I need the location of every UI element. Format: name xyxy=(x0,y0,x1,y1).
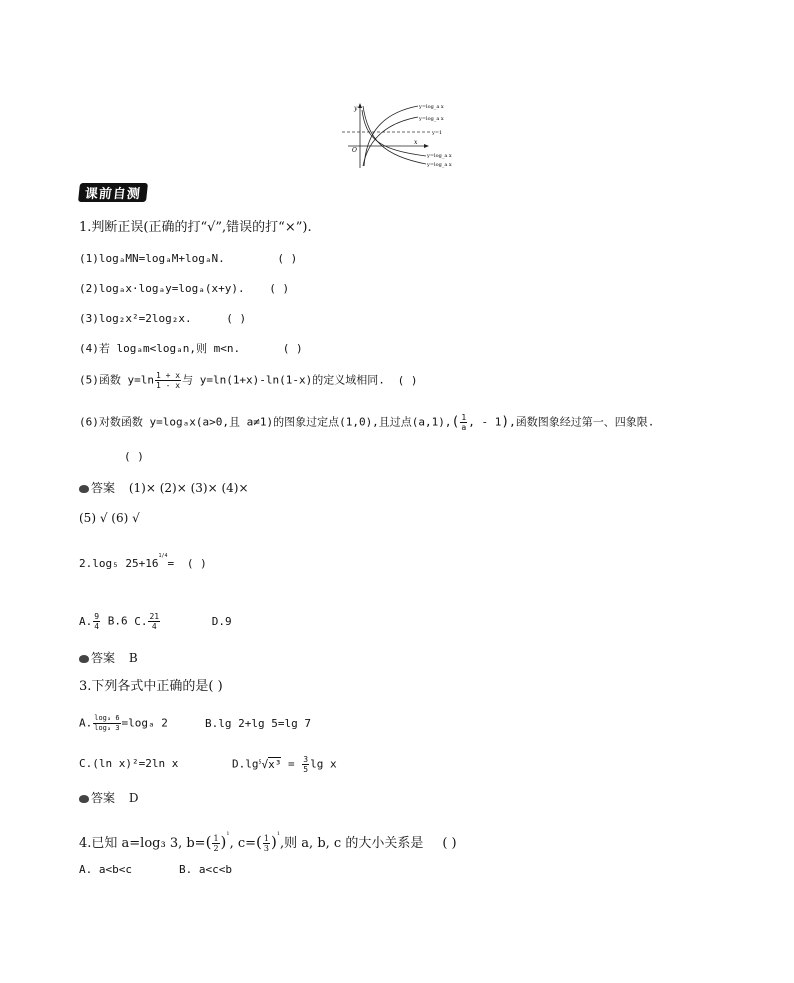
graph-x-axis-label: x xyxy=(414,139,418,146)
q2-option-c: C. $\frac{21}{4}$ xyxy=(134,612,160,631)
q1-item-1-blank: ( ) xyxy=(277,252,298,265)
q3-answer-label: 答案 xyxy=(91,791,116,805)
q1-item-5-text-a: (5)函数 y=ln xyxy=(79,373,154,387)
q1-item-5-text-b: 与 y=ln(1+x)-ln(1-x)的定义域相同. xyxy=(182,373,385,387)
q1-item-3 xyxy=(79,311,252,327)
graph-curve-label-3: y=log_a x xyxy=(427,153,452,159)
section-badge xyxy=(78,183,148,202)
q4-stem: 4.已知 a=log₃ 3, b=( $\frac{1}{2}$ )$^1$, c=( $\frac{1}{3}$ )$^1$,则 a, b, c 的大小关系是 ( ) xyxy=(79,826,465,853)
q2-answer-label: 答案 xyxy=(91,651,116,665)
q1-item-5-blank: ( ) xyxy=(397,373,418,387)
q4-option-b: B. a<c<b xyxy=(179,863,232,876)
q3-option-d: $D.\lg^5√x^3$ = $\frac{3}{5}$ lg x xyxy=(232,755,337,775)
q2-stem-exponent: 1/4 xyxy=(158,553,168,559)
q1-item-3-blank: ( ) xyxy=(226,312,247,325)
q1-item-1-text: (1)logₐMN=logₐM+logₐN. xyxy=(79,252,225,265)
q2-option-a: A. $\frac{9}{4}$ xyxy=(79,612,100,631)
q1-item-4-blank: ( ) xyxy=(282,342,303,355)
q2-answer xyxy=(79,650,138,666)
graph-origin-label: O xyxy=(352,147,357,154)
q1-item-5-fraction: $\frac{1 + x}{1 - x}$ xyxy=(155,371,181,390)
q2-stem xyxy=(79,548,213,572)
q1-answer-line2: (5) √ (6) √ xyxy=(79,511,140,525)
q2-stem-suffix: = xyxy=(167,557,175,570)
q1-item-4-text: (4)若 logₐm<logₐn,则 m<n. xyxy=(79,342,241,355)
answer-marker-icon xyxy=(79,485,89,493)
q4-blank: ( ) xyxy=(442,836,457,851)
q1-answer xyxy=(79,480,249,496)
q3-option-b: B.lg 2+lg 5=lg 7 xyxy=(205,717,311,730)
q1-answer-line1: (1)× (2)× (3)× (4)× xyxy=(128,481,249,495)
q1-item-4 xyxy=(79,341,309,357)
q1-item-5 xyxy=(79,371,424,390)
graph-curve-label-1: y=log_a x xyxy=(419,104,444,110)
answer-marker-icon xyxy=(79,655,89,663)
q2-stem-prefix: 2.log₅ 25+16 xyxy=(79,557,159,570)
answer-marker-icon xyxy=(79,795,89,803)
q2-option-b: B.6 xyxy=(107,614,128,628)
q2-option-d: D.9 xyxy=(211,614,232,628)
q1-item-6-text-a: (6)对数函数 y=logₐx(a>0,且 a≠1)的图象过定点(1,0),且过点(a,1), xyxy=(79,415,452,429)
q1-item-6-point-fraction: $\frac{1}{a}$ xyxy=(461,413,467,432)
q1-stem: 1.判断正误(正确的打“√”,错误的打“×”). xyxy=(79,220,312,235)
q4-option-a: A. a<b<c xyxy=(79,863,132,876)
q3-stem: 3.下列各式中正确的是( ) xyxy=(79,679,223,694)
q3-answer xyxy=(79,790,138,806)
q1-item-6-text-b: ,函数图象经过第一、四象限. xyxy=(509,415,655,429)
q3-option-d-radical: $^5$√x³ xyxy=(258,757,282,771)
q1-item-6: (6)对数函数 y=logₐx(a>0,且 a≠1)的图象过定点(1,0),且过点(a,1),( $\frac{1}{a}$ , - 1),函数图象经过第一、四象限. xyxy=(79,413,655,432)
graph-curve-label-4: y=log_a x xyxy=(427,162,452,168)
graph-line-label-y1: y=1 xyxy=(432,130,443,136)
q1-item-2 xyxy=(79,281,295,297)
logarithm-graph xyxy=(340,100,460,170)
section-badge-text: 课前自测 xyxy=(84,187,142,202)
q3-option-c: C.(ln x)²=2ln x xyxy=(79,757,179,770)
q1-item-6-point-tail: , - 1 xyxy=(468,415,502,429)
q1-item-3-text: (3)log₂x²=2log₂x. xyxy=(79,312,192,325)
q3-option-a: A. $\frac{\text{logₐ 6}}{\text{logₐ 3}}$ =logₐ 2 xyxy=(79,714,168,732)
q3-answer-value: D xyxy=(128,791,139,805)
q2-blank: ( ) xyxy=(186,557,207,570)
q2-options xyxy=(79,612,232,631)
q1-item-2-blank: ( ) xyxy=(269,282,290,295)
graph-curve-label-2: y=log_a x xyxy=(419,116,444,122)
graph-y-axis-label: y xyxy=(354,105,358,112)
q1-item-6-blank: ( ) xyxy=(124,450,144,463)
q2-answer-value: B xyxy=(128,651,138,665)
q1-answer-label: 答案 xyxy=(91,481,116,495)
q1-item-2-text: (2)logₐx·logₐy=logₐ(x+y). xyxy=(79,282,245,295)
q1-item-1 xyxy=(79,251,303,267)
